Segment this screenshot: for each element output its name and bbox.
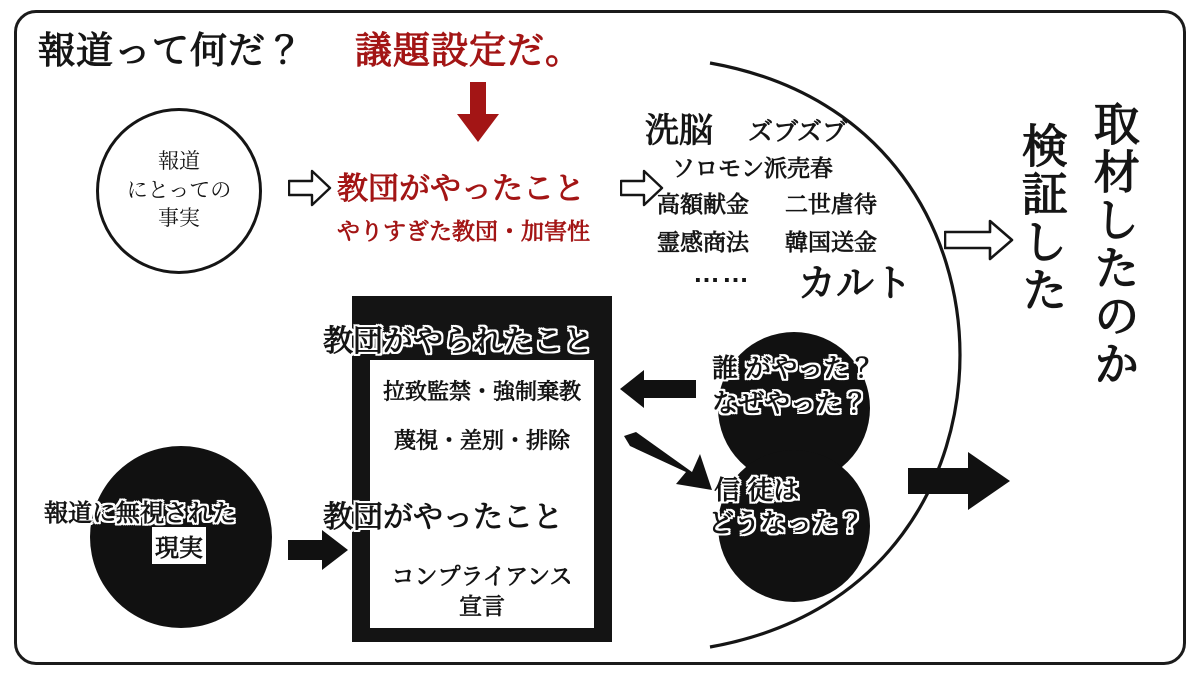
cult-did-line-2: 宣言 <box>459 593 505 619</box>
keyword-ellipsis: …… <box>693 258 751 288</box>
arrow-down-right-solid-icon <box>620 432 716 494</box>
ignored-reality-label-2: 現実 <box>152 527 206 564</box>
keyword-donation: 高額献金 <box>657 191 749 217</box>
cult-suffered-line-1: 拉致監禁・強制棄教 <box>382 379 581 404</box>
keyword-second-generation-abuse: 二世虐待 <box>785 191 877 217</box>
page-title: 報道って何だ？ <box>38 30 304 71</box>
keyword-zubuzubu: ズブズブ <box>748 118 848 146</box>
question-who-line-1: 誰 がやった？ <box>712 353 876 383</box>
vertical-text-verification: 検証した <box>1015 122 1068 314</box>
arrow-right-hollow-icon-3 <box>944 218 1014 262</box>
cult-did-title: 教団がやったこと <box>323 501 563 534</box>
keyword-korea-remittance: 韓国送金 <box>785 229 877 255</box>
question-followers-line-2: どうなった？ <box>708 508 865 538</box>
keyword-solomon: ソロモン派売春 <box>672 155 833 181</box>
fact-line-3: 事実 <box>158 207 200 231</box>
keyword-spiritual-sales: 霊感商法 <box>657 229 749 255</box>
fact-line-1: 報道 <box>158 149 200 173</box>
arrow-right-hollow-icon <box>288 168 332 208</box>
cult-did-sublabel: やりすぎた教団・加害性 <box>337 218 590 244</box>
cult-did-line-1: コンプライアンス <box>391 563 573 589</box>
keyword-brainwash: 洗脳 <box>645 112 713 150</box>
page-title-accent: 議題設定だ。 <box>355 30 583 71</box>
cult-did-label: 教団がやったこと <box>337 171 585 206</box>
cult-suffered-title: 教団がやられたこと <box>323 325 593 358</box>
arrow-left-solid-icon <box>618 368 696 410</box>
cult-suffered-line-2: 蔑視・差別・排除 <box>393 428 570 453</box>
arrow-right-solid-icon-2 <box>908 450 1012 512</box>
vertical-text-coverage: 取材したのか <box>1087 100 1140 388</box>
media-fact-circle <box>96 108 262 274</box>
arrow-down-icon <box>455 82 501 144</box>
fact-line-2: にとっての <box>126 178 232 202</box>
ignored-reality-label-1: 報道に無視された <box>44 500 236 527</box>
keyword-cult: カルト <box>798 263 913 305</box>
question-followers-line-1: 信 徒は <box>714 475 800 505</box>
arrow-right-solid-icon <box>288 528 350 572</box>
question-who-line-2: なぜやった？ <box>712 388 869 418</box>
